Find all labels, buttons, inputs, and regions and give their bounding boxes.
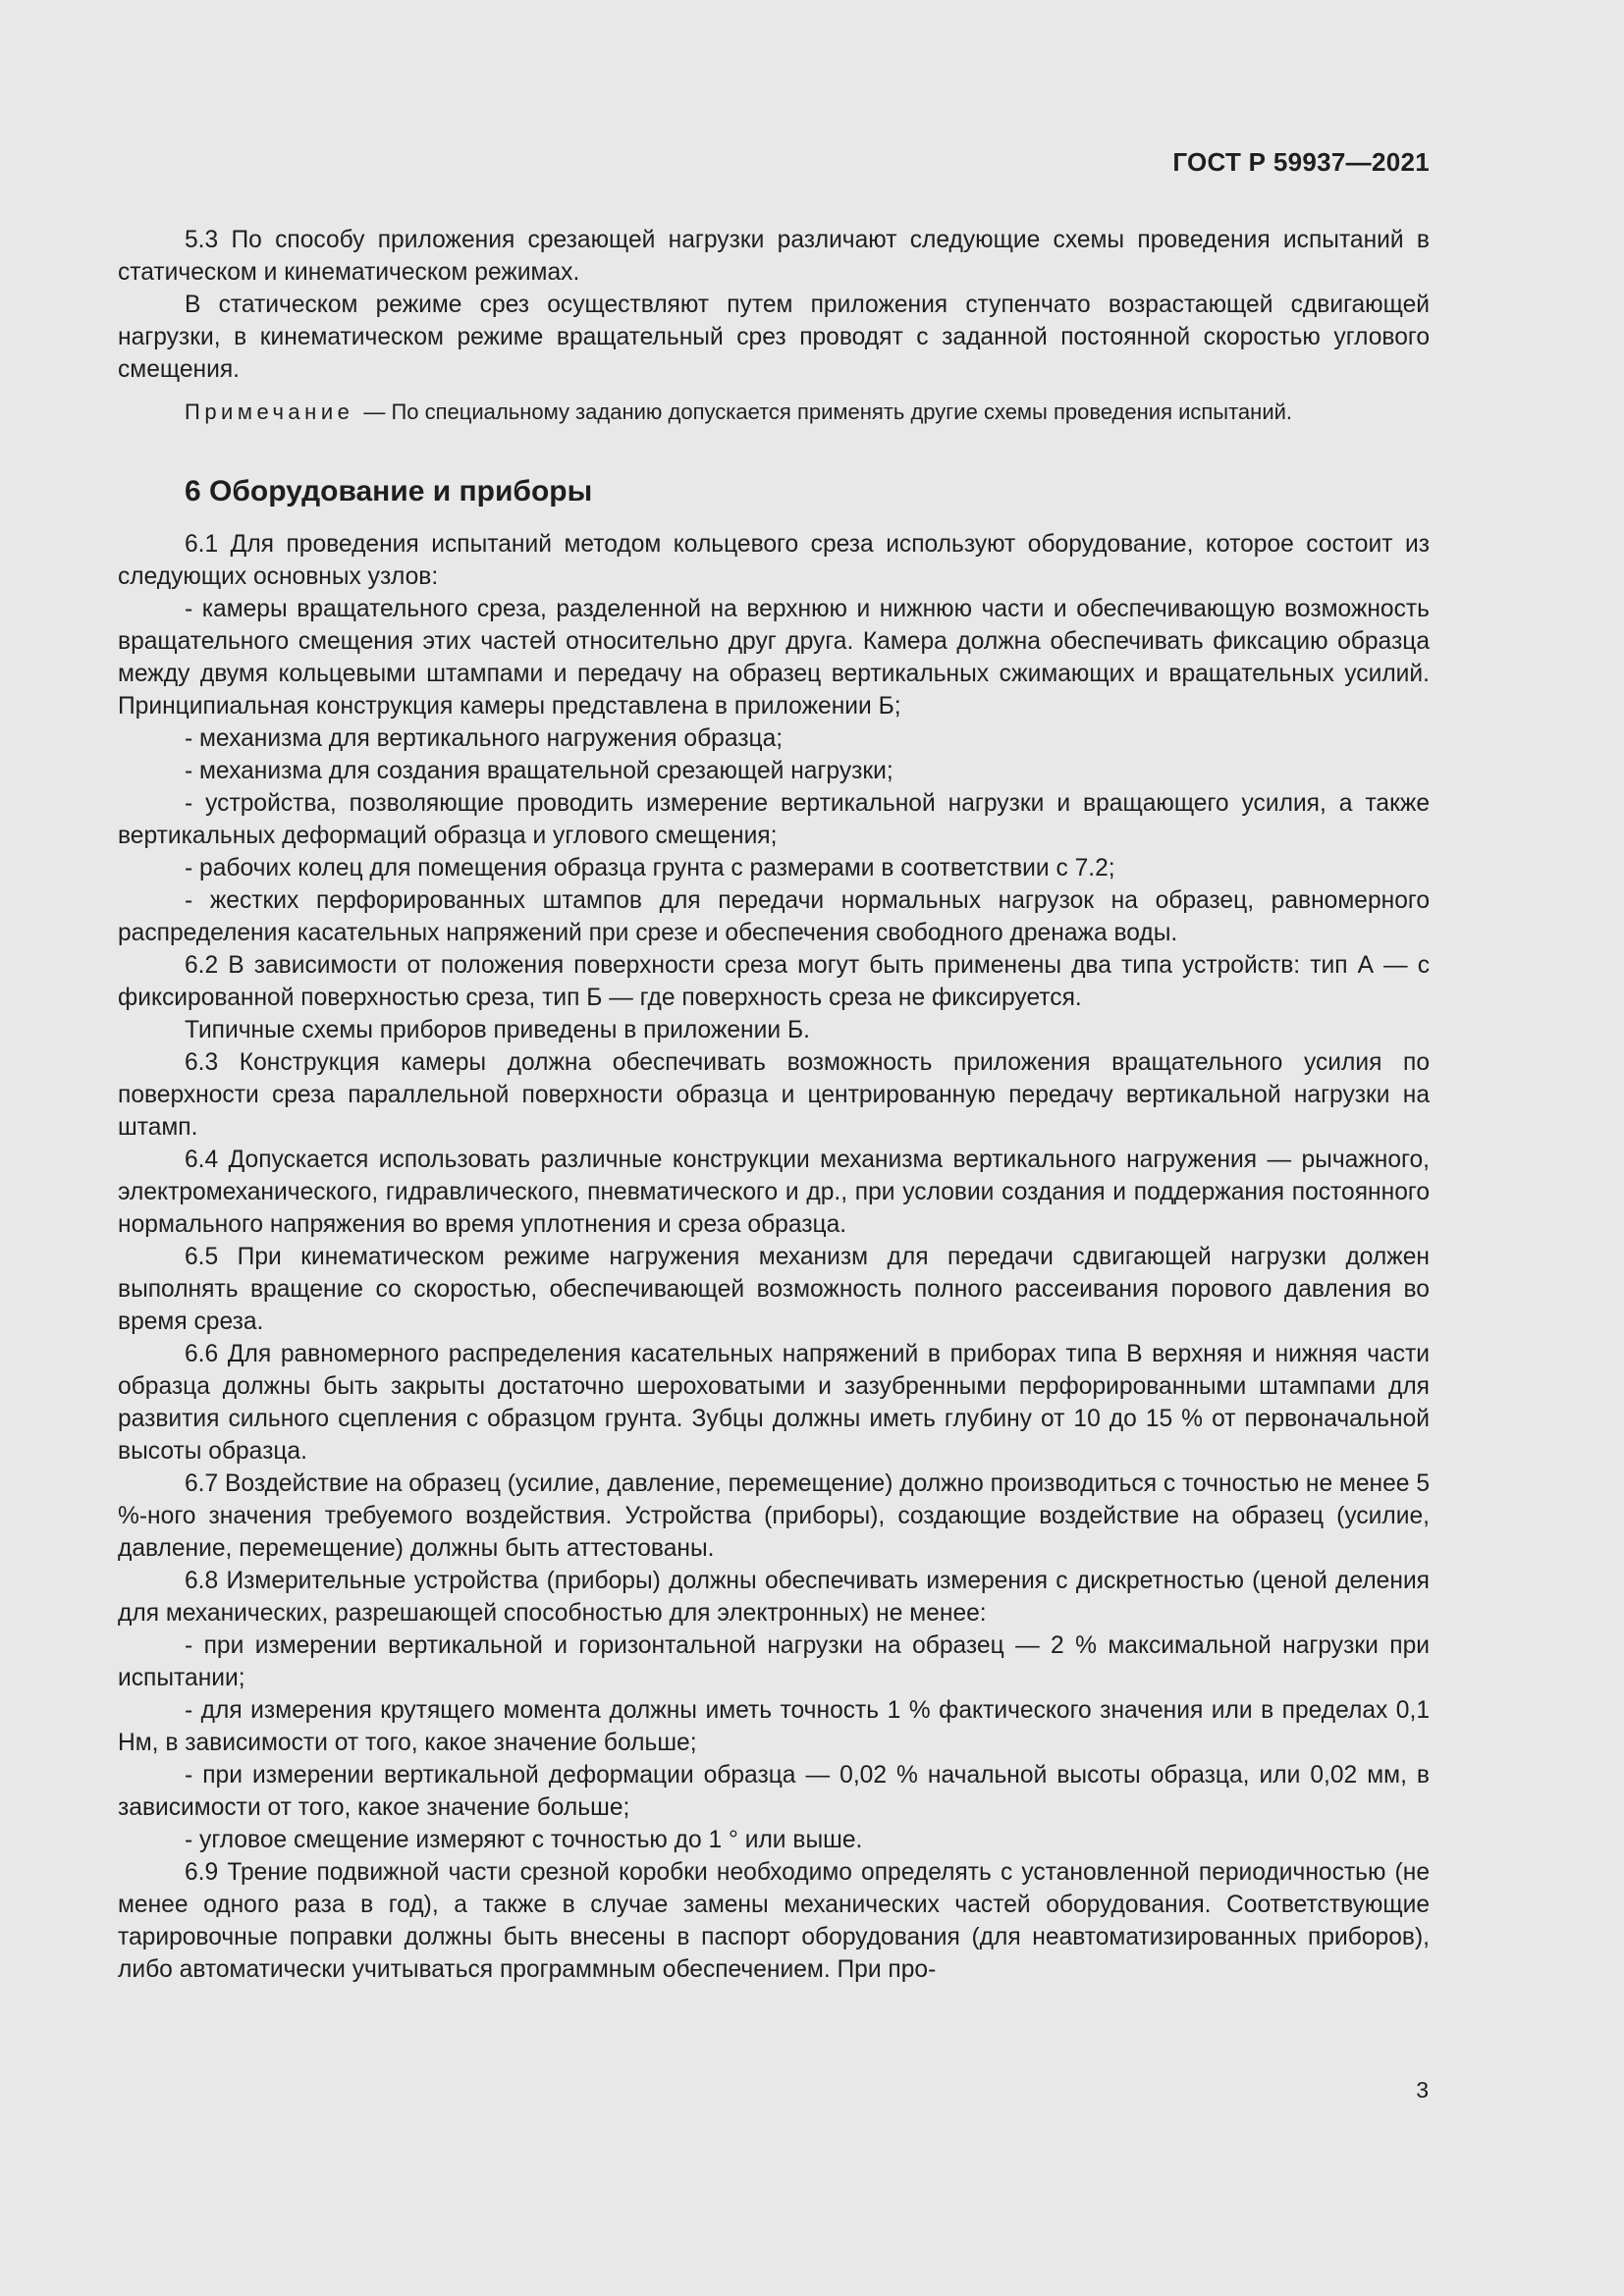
paragraph: Типичные схемы приборов приведены в приложении Б. xyxy=(185,1017,810,1043)
paragraph: 6.5 При кинематическом режиме нагружения механизм для передачи сдвигающей нагрузки должен выполнять вращение со скоростью, обеспечивающей возможность полного рассеивания порового давления во время среза. xyxy=(118,1244,1430,1335)
paragraph-5-3-static: В статическом режиме срез осуществляют путем приложения ступенчато возрастающей сдвигающей нагрузки, в кинематическом режиме вращательный срез проводят с заданной постоянной скоростью углового смещения. xyxy=(118,292,1430,383)
paragraph: 6.1 Для проведения испытаний методом кольцевого среза используют оборудование, которое состоит из следующих основных узлов: xyxy=(118,531,1430,590)
paragraph: - для измерения крутящего момента должны иметь точность 1 % фактического значения или в пределах 0,1 Нм, в зависимости от того, какое значение больше; xyxy=(118,1697,1430,1756)
paragraph: 6.4 Допускается использовать различные конструкции механизма вертикального нагружения — рычажного, электромеханического, гидравлического, пневматического и др., при условии создания и поддержания постоянного нормального напряжения во время уплотнения и среза образца. xyxy=(118,1147,1430,1238)
paragraph: 6.3 Конструкция камеры должна обеспечивать возможность приложения вращательного усилия по поверхности среза параллельной поверхности образца и центрированную передачу вертикальной нагрузки на штамп. xyxy=(118,1049,1430,1141)
paragraph: - камеры вращательного среза, разделенной на верхнюю и нижнюю части и обеспечивающую возможность вращательного смещения этих частей относительно друг друга. Камера должна обеспечивать фиксацию образца между двумя кольцевыми штампами и передачу на образец вертикальных сжимающих и вращательных усилий. Принципиальная конструкция камеры представлена в приложении Б; xyxy=(118,596,1430,720)
paragraph: 6.9 Трение подвижной части срезной коробки необходимо определять с установленной периодичностью (не менее одного раза в год), а также в случае замены механических частей оборудования. Соответствующие тарировочные поправки должны быть внесены в паспорт оборудования (для неавтоматизированных приборов), либо автоматически учитываться программным обеспечением. При про- xyxy=(118,1859,1430,1983)
paragraph: 6.7 Воздействие на образец (усилие, давление, перемещение) должно производиться с точностью не менее 5 %-ного значения требуемого воздействия. Устройства (приборы), создающие воздействие на образец (усилие, давление, перемещение) должны быть аттестованы. xyxy=(118,1470,1430,1562)
paragraph: - при измерении вертикальной и горизонтальной нагрузки на образец — 2 % максимальной нагрузки при испытании; xyxy=(118,1632,1430,1691)
paragraph: - устройства, позволяющие проводить измерение вертикальной нагрузки и вращающего усилия, а также вертикальных деформаций образца и углового смещения; xyxy=(118,790,1430,849)
paragraph: - механизма для создания вращательной срезающей нагрузки; xyxy=(185,758,893,784)
paragraph: 6.2 В зависимости от положения поверхности среза могут быть применены два типа устройств: тип А — с фиксированной поверхностью среза, тип Б — где поверхность среза не фиксируется. xyxy=(118,952,1430,1011)
paragraph-5-3: 5.3 По способу приложения срезающей нагрузки различают следующие схемы проведения испытаний в статическом и кинематическом режимах. xyxy=(118,227,1430,286)
document-body xyxy=(118,224,1430,1986)
note xyxy=(118,398,1430,427)
note-label: Примечание xyxy=(185,400,354,424)
paragraph: - механизма для вертикального нагружения образца; xyxy=(185,725,784,752)
section-title: 6 Оборудование и приборы xyxy=(185,475,593,507)
document-code: ГОСТ Р 59937—2021 xyxy=(1172,147,1430,177)
paragraph: 6.8 Измерительные устройства (приборы) должны обеспечивать измерения с дискретностью (ценой деления для механических, разрешающей способностью для электронных) не менее: xyxy=(118,1568,1430,1627)
paragraph: - при измерении вертикальной деформации образца — 0,02 % начальной высоты образца, или 0,02 мм, в зависимости от того, какое значение больше; xyxy=(118,1762,1430,1821)
paragraph: 6.6 Для равномерного распределения касательных напряжений в приборах типа В верхняя и нижняя части образца должны быть закрыты достаточно шероховатыми и зазубренными перфорированными штампами для развития сильного сцепления с образцом грунта. Зубцы должны иметь глубину от 10 до 15 % от первоначальной высоты образца. xyxy=(118,1341,1430,1465)
note-text: — По специальному заданию допускается применять другие схемы проведения испытаний. xyxy=(363,400,1293,424)
paragraph: - рабочих колец для помещения образца грунта с размерами в соответствии с 7.2; xyxy=(185,855,1115,881)
paragraph: - угловое смещение измеряют с точностью до 1 ° или выше. xyxy=(185,1827,863,1853)
page-number: 3 xyxy=(1416,2077,1429,2103)
paragraph: - жестких перфорированных штампов для передачи нормальных нагрузок на образец, равномерного распределения касательных напряжений при срезе и обеспечения свободного дренажа воды. xyxy=(118,887,1430,946)
section-6-body xyxy=(118,528,1430,1986)
